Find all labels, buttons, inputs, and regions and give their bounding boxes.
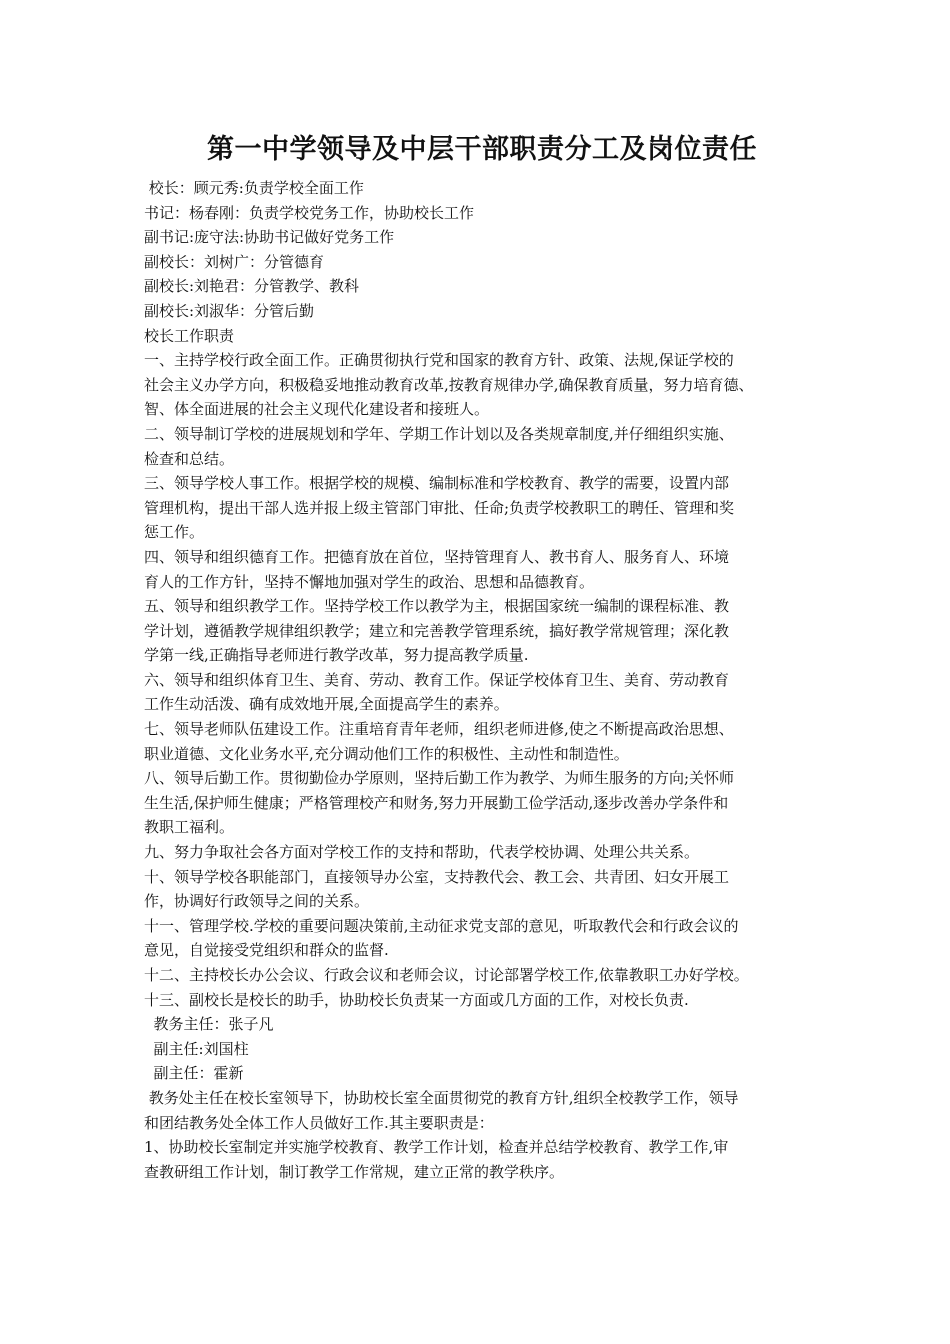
staff-line: 副校长:刘艳君：分管教学、教科	[144, 277, 360, 296]
duty-line: 意见，自觉接受党组织和群众的监督.	[144, 941, 389, 960]
duty-item	[144, 471, 820, 545]
duty-item	[144, 545, 820, 594]
duty-line: 职业道德、文化业务水平,充分调动他们工作的积极性、主动性和制造性。	[144, 744, 629, 763]
staff-line: 教务主任：张子凡	[144, 1015, 274, 1034]
duty-line: 十、领导学校各职能部门，直接领导办公室，支持教代会、教工会、共青团、妇女开展工	[144, 867, 730, 886]
duty-line: 教职工福利。	[144, 818, 235, 837]
document-page	[144, 130, 820, 1184]
staff-line: 校长：顾元秀:负责学校全面工作	[144, 179, 364, 197]
duty-line: 检查和总结。	[144, 449, 235, 468]
duty-line: 作，协调好行政领导之间的关系。	[144, 892, 370, 911]
academic-intro	[144, 1086, 820, 1135]
duty-line: 育人的工作方针，坚持不懈地加强对学生的政治、思想和品德教育。	[144, 572, 595, 591]
duty-item	[144, 865, 820, 914]
duty-line: 七、领导老师队伍建设工作。注重培育青年老师，组织老师进修,使之不断提高政治思想、	[144, 720, 734, 739]
duty-line: 学第一线,正确指导老师进行教学改革，努力提高教学质量.	[144, 646, 529, 665]
duty-line: 查教研组工作计划，制订教学工作常规，建立正常的教学秩序。	[144, 1162, 565, 1181]
academic-staff-list	[144, 1012, 820, 1086]
duty-item	[144, 668, 820, 717]
duty-line: 生生活,保护师生健康；严格管理校产和财务,努力开展勤工俭学活动,逐步改善办学条件和	[144, 793, 729, 812]
duty-item	[144, 594, 820, 668]
document-title: 第一中学领导及中层干部职责分工及岗位责任	[207, 134, 757, 165]
academic-duties	[144, 1135, 820, 1184]
section-heading: 校长工作职责	[144, 326, 235, 345]
duty-item	[144, 422, 820, 471]
intro-line: 教务处主任在校长室领导下，协助校长室全面贯彻党的教育方针,组织全校教学工作，领导	[144, 1088, 739, 1107]
duty-item	[144, 348, 820, 422]
duty-line: 1、协助校长室制定并实施学校教育、教学工作计划，检查并总结学校教育、教学工作,审	[144, 1138, 729, 1157]
duty-line: 学计划，遵循教学规律组织教学；建立和完善教学管理系统，搞好教学常规管理；深化教	[144, 621, 730, 640]
principal-duties	[144, 348, 820, 1012]
duty-item	[144, 988, 820, 1013]
staff-line: 副主任:刘国柱	[144, 1039, 249, 1058]
duty-line: 十二、主持校长办公会议、行政会议和老师会议，讨论部署学校工作,依靠教职工办好学校。	[144, 966, 749, 984]
staff-line: 副校长:刘淑华：分管后勤	[144, 301, 315, 320]
duty-line: 十三、副校长是校长的助手，协助校长负责某一方面或几方面的工作，对校长负责.	[144, 990, 689, 1009]
duty-line: 八、领导后勤工作。贯彻勤俭办学原则，坚持后勤工作为教学、为师生服务的方向;关怀师	[144, 769, 735, 788]
staff-line: 书记：杨春刚：负责学校党务工作，协助校长工作	[144, 203, 475, 222]
duty-line: 工作生动活泼、确有成效地开展,全面提高学生的素养。	[144, 695, 509, 714]
intro-line: 和团结教务处全体工作人员做好工作.其主要职责是：	[144, 1113, 494, 1132]
duty-line: 一、主持学校行政全面工作。正确贯彻执行党和国家的教育方针、政策、法规,保证学校的	[144, 351, 734, 370]
duty-line: 十一、管理学校.学校的重要问题决策前,主动征求党支部的意见，听取教代会和行政会议的	[144, 916, 739, 935]
duty-line: 惩工作。	[144, 523, 205, 542]
staff-line: 副书记:庞守法:协助书记做好党务工作	[144, 228, 395, 247]
staff-list	[144, 176, 820, 324]
duty-line: 管理机构，提出干部人选并报上级主管部门审批、任命;负责学校教职工的聘任、管理和奖	[144, 498, 735, 517]
duty-item	[144, 963, 820, 988]
duty-line: 九、努力争取社会各方面对学校工作的支持和帮助，代表学校协调、处理公共关系。	[144, 843, 700, 862]
duty-item	[144, 717, 820, 766]
duty-line: 四、领导和组织德育工作。把德育放在首位，坚持管理育人、教书育人、服务育人、环境	[144, 547, 730, 566]
duty-line: 二、领导制订学校的进展规划和学年、学期工作计划以及各类规章制度,并仔细组织实施、	[144, 424, 734, 443]
staff-line: 副主任：霍新	[144, 1064, 244, 1083]
duty-line: 五、领导和组织教学工作。坚持学校工作以教学为主，根据国家统一编制的课程标准、教	[144, 597, 730, 616]
duty-line: 三、领导学校人事工作。根据学校的规模、编制标准和学校教育、教学的需要，设置内部	[144, 474, 730, 493]
duty-item	[144, 914, 820, 963]
duty-line: 智、体全面进展的社会主义现代化建设者和接班人。	[144, 400, 490, 419]
duty-item	[144, 766, 820, 840]
duty-line: 社会主义办学方向，积极稳妥地推动教育改革,按教育规律办学,确保教育质量，努力培育德、	[144, 375, 754, 394]
staff-line: 副校长：刘树广：分管德育	[144, 252, 325, 271]
duty-item	[144, 1135, 820, 1184]
duty-line: 六、领导和组织体育卫生、美育、劳动、教育工作。保证学校体育卫生、美育、劳动教育	[144, 670, 730, 689]
duty-item	[144, 840, 820, 865]
